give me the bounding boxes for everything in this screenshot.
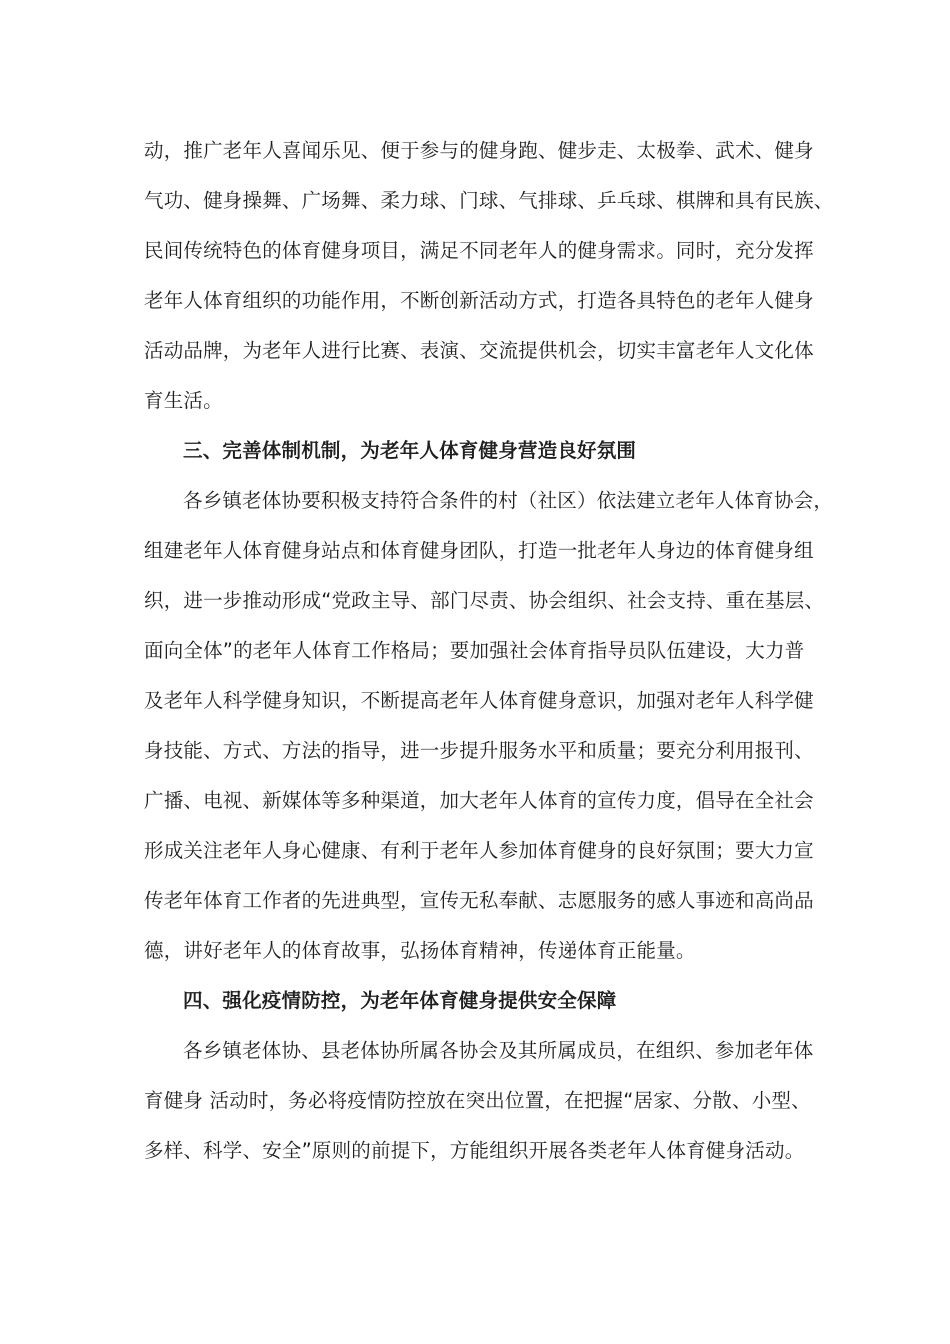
text-line: 气功、健身操舞、广场舞、柔力球、门球、气排球、乒乓球、棋牌和具有民族、 bbox=[144, 189, 834, 212]
paragraph-mechanism bbox=[144, 476, 834, 976]
text-line: 身技能、方式、方法的指导，进一步提升服务水平和质量；要充分利用报刊、 bbox=[144, 739, 814, 762]
text-line: 育健身 活动时，务必将疫情防控放在突出位置，在把握“居家、分散、小型、 bbox=[144, 1089, 811, 1112]
text-line: 育生活。 bbox=[144, 389, 223, 412]
text-line: 及老年人科学健身知识，不断提高老年人体育健身意识，加强对老年人科学健 bbox=[144, 689, 814, 712]
text-line: 老年人体育组织的功能作用，不断创新活动方式，打造各具特色的老年人健身 bbox=[144, 289, 814, 312]
text-line: 织，进一步推动形成“党政主导、部门尽责、协会组织、社会支持、重在基层、 bbox=[144, 589, 825, 612]
section-heading-4: 四、强化疫情防控，为老年体育健身提供安全保障 bbox=[183, 989, 617, 1012]
text-line: 形成关注老年人身心健康、有利于老年人参加体育健身的良好氛围；要大力宣 bbox=[144, 839, 814, 862]
section-heading-3: 三、完善体制机制，为老年人体育健身营造良好氛围 bbox=[183, 439, 637, 462]
text-line: 面向全体”的老年人体育工作格局；要加强社会体育指导员队伍建设，大力普 bbox=[144, 639, 805, 662]
text-line: 多样、科学、安全”原则的前提下，方能组织开展各类老年人体育健身活动。 bbox=[144, 1139, 805, 1162]
text-line: 广播、电视、新媒体等多种渠道，加大老年人体育的宣传力度，倡导在全社会 bbox=[144, 789, 814, 812]
paragraph-epidemic bbox=[144, 1026, 814, 1176]
text-line: 活动品牌，为老年人进行比赛、表演、交流提供机会，切实丰富老年人文化体 bbox=[144, 339, 814, 362]
text-line: 传老年体育工作者的先进典型，宣传无私奉献、志愿服务的感人事迹和高尚品 bbox=[144, 889, 814, 912]
text-line: 动，推广老年人喜闻乐见、便于参与的健身跑、健步走、太极拳、武术、健身 bbox=[144, 139, 814, 162]
text-line: 各乡镇老体协要积极支持符合条件的村（社区）依法建立老年人体育协会， bbox=[183, 489, 834, 512]
text-line: 民间传统特色的体育健身项目，满足不同老年人的健身需求。同时，充分发挥 bbox=[144, 239, 814, 262]
text-line: 组建老年人体育健身站点和体育健身团队，打造一批老年人身边的体育健身组 bbox=[144, 539, 814, 562]
paragraph-activities bbox=[144, 126, 834, 426]
document-body bbox=[144, 126, 834, 1176]
text-line: 各乡镇老体协、县老体协所属各协会及其所属成员，在组织、参加老年体 bbox=[183, 1039, 814, 1062]
text-line: 德，讲好老年人的体育故事，弘扬体育精神，传递体育正能量。 bbox=[144, 939, 696, 962]
